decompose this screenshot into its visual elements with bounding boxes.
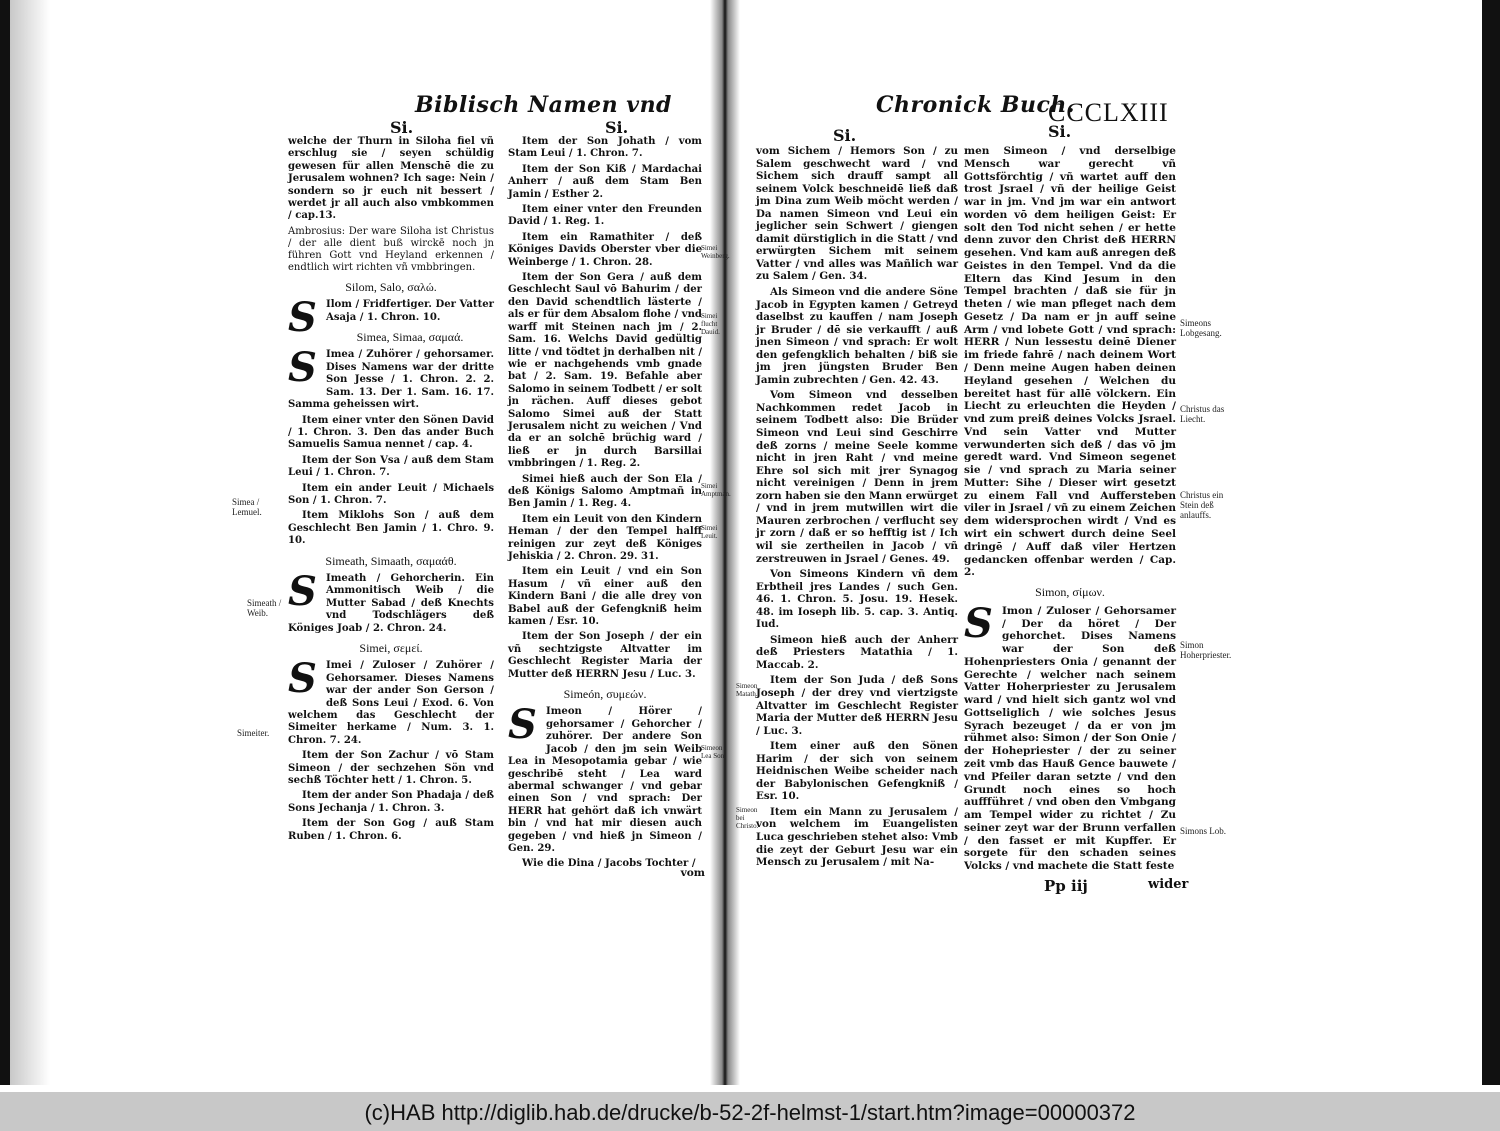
body-paragraph: Item der ander Son Phadaja / deß Sons Jechanja / 1. Chron. 3. (288, 790, 494, 814)
body-paragraph: Item der Son Vsa / auß dem Stam Leui / 1. Chron. 7. (288, 454, 494, 479)
margin-note: Simeons Lobgesang. (1180, 318, 1222, 338)
copyright-url-text: (c)HAB http://diglib.hab.de/drucke/b-52-2f-helmst-1/start.htm?image=00000372 (364, 1100, 1136, 1125)
margin-note: Simea / Lemuel. (232, 497, 262, 517)
body-paragraph: Item Miklohs Son / auß dem Geschlecht Ben Jamin / 1. Chro. 9. 10. (288, 510, 494, 547)
margin-note: Simeiter. (237, 728, 270, 738)
body-paragraph: Von Simeons Kindern vñ dem Erbtheil jres Landes / such Gen. 46. 1. Chron. 5. Josu. 19. Hesek. 48. im Ioseph lib. 5. cap. 3. Antiq. Iud. (756, 568, 958, 631)
body-paragraph: Item der Son Juda / deß Sons Joseph / der drey vnd viertzigste Altvatter im Geschlecht Register Maria der Mutter deß HERRN Jesu / Luc. 3. (756, 674, 958, 737)
entry-paragraph (508, 701, 702, 855)
margin-note: Simeon Lea Son. (701, 744, 726, 760)
body-paragraph: Simei hieß auch der Son Ela / deß Königs Salomo Amptmañ in Ben Jamin / 1. Reg. 4. (508, 473, 702, 510)
left-col2-header: Si. (605, 118, 629, 137)
left-scan-shadow (10, 0, 50, 1085)
entry-text: Imei / Zuloser / Zuhörer / Gehorsamer. Dieses Namens war der ander Son Gerson / deß Sons Leui / Exod. 6. Von welchem das Geschlecht der Simeiter herkame / Num. 3. 1. Chron. 7. 24. (288, 660, 494, 746)
entry-paragraph (288, 344, 494, 411)
entry-paragraph (964, 599, 1176, 873)
page-folio: CCCLXIII (1048, 98, 1169, 127)
name-entry-heading: Simea, Simaa, σαμαά. (356, 330, 464, 345)
margin-note: Simons Lob. (1180, 826, 1227, 836)
right-catchword: wider (1148, 877, 1189, 892)
entry-text: Imea / Zuhörer / gehorsamer. Dises Namens war der dritte Son Jesse / 1. Chron. 2. 2. Sam. 13. Der 1. Sam. 16. 17. Samma geheissen wirt. (288, 349, 494, 411)
copyright-footer (0, 1092, 1500, 1131)
body-paragraph: Item einer auß den Sönen Harim / der sich von seinem Heidnischen Weibe scheider nach der Babylonischen Gefengkniß / Esr. 10. (756, 740, 958, 803)
entry-paragraph (288, 567, 494, 635)
name-entry-heading: Simon, σίμων. (1035, 585, 1105, 600)
margin-note: Simeon bei Christo. (736, 806, 759, 830)
drop-capital: S (288, 344, 317, 392)
body-paragraph: Item ein Ramathiter / deß Königes Davids Oberster vber die Weinberge / 1. Chron. 28. (508, 231, 702, 268)
signature-mark: Pp iij (1044, 877, 1088, 895)
left-running-head: Biblisch Namen vnd (415, 92, 672, 118)
right-column-1 (756, 145, 958, 872)
right-scan-edge (1482, 0, 1500, 1085)
entry-text: Imon / Zuloser / Gehorsamer / Der da höret / Der gehorchet. Dises Namens war der Son deß Hohenpriesters Onia / genannt der Gerechte / welcher nach seinem Vatter Hoherpriester zu Jerusalem ward / vnd hielt sich gantz wol vnd Gottseliglich / wie solches Jesus Syrach bezeuget / da er von jm rühmet also: Simon / der Son Onie / der Hohepriester / der zu seiner zeit vmb das Hauß Gence bauwete / vnd Pfeiler daran setzte / vnd den Grundt noch eines so hoch auffführet / vnd oben den Vmbgang am Tempel wider zu richtet / Zu seiner zeyt war der Brunn verfallen / den fasset er mit Kupffer. Er sorgete für den schaden seines Volcks / vnd machete die Statt feste (964, 604, 1176, 873)
name-entry-heading: Simei, σεμεί. (359, 641, 423, 655)
name-entry-heading: Silom, Salo, σαλώ. (345, 279, 437, 294)
body-paragraph: Item der Son Zachur / vō Stam Simeon / der sechzehen Sön vnd sechß Töchter hett / 1. Chron. 5. (288, 750, 494, 787)
drop-capital: S (288, 655, 317, 703)
commentary-note: Ambrosius: Der ware Siloha ist Christus / der alle dient buß wirckē noch jn führen Gott vnd Heyland erkennen / endtlich wirt richten vñ vmbbringen. (288, 225, 494, 273)
right-col2-header: Si. (1048, 122, 1072, 141)
body-paragraph: Item ein ander Leuit / Michaels Son / 1. Chron. 7. (288, 482, 494, 506)
body-paragraph: Vom Simeon vnd desselben Nachkommen redet Jacob in seinem Todbett also: Die Brüder Simeon vnd Leui sind Geschirre deß zorns / meine Seele komme nicht in jren Raht / vnd meine Ehre sol sich mit jrer Synagog nicht vereinigen / Denn in jrem zorn haben sie den Mann erwürget / vnd in jrem mutwillen wirt die Mauren zerbrochen / verflucht sey jr zorn / daß er so hefftig ist / Ich wil sie zertheilen in Jacob / vñ zerstreuwen in Jsrael / Genes. 49. (756, 389, 958, 565)
body-paragraph: welche der Thurn in Siloha fiel vñ erschlug sie / seyen schüldig gewesen für allen Menschē die zu Jerusalem wohnen? Ich sage: Nein / sondern so jr euch nit bessert / werdet jr all auch also vmbkommen / cap.13. (288, 136, 494, 222)
left-scan-edge (0, 0, 10, 1085)
left-column-1 (288, 136, 494, 846)
name-entry-heading: Simeath, Simaath, σαμαάθ. (325, 553, 457, 568)
right-col1-header: Si. (833, 126, 857, 145)
entry-text: Ilom / Fridfertiger. Der Vatter Asaja / 1. Chron. 10. (326, 299, 494, 323)
body-paragraph: Item der Son Joseph / der ein vñ sechtzigste Altvatter im Geschlecht Register Maria der Mutter deß HERRN Jesu / Luc. 3. (508, 631, 702, 680)
body-paragraph: Item ein Leuit von den Kindern Heman / der den Tempel halff reinigen zur zeyt deß Königes Jehiskia / 2. Chron. 29. 31. (508, 513, 702, 562)
body-paragraph: Item der Son Johath / vom Stam Leui / 1. Chron. 7. (508, 136, 702, 160)
body-paragraph: vom Sichem / Hemors Son / zu Salem geschwecht ward / vnd Sichem sich drauff sampt all seinem Volck beschneidē ließ daß jm Dina zum Weib möcht werden / Da namen Simeon vnd Leui ein jeglicher sein Schwert / giengen damit dürstiglich in die Statt / vnd erwürgten Sichem mit seinem Vatter / vnd alles was Mañlich war zu Salem / Gen. 34. (756, 145, 958, 283)
margin-note: Simeon Matath. (736, 682, 758, 698)
right-running-head: Chronick Buch. (876, 92, 1076, 118)
body-paragraph: Item der Son Gera / auß dem Geschlecht Saul vō Bahurim / der den David schendtlich lästerte / als er für dem Absalom flohe / vnd warff mit Steinen nach jm / 2. Sam. 16. Welchs David gedültig litte / vnd tödtet jn derhalben nit / wie er nachgehends vmb gnade bat / 2. Sam. 19. Befahle aber Salomo in seinem Todbett / er solt jn rächen. Auff dieses gebot Salomo Simei auß der Statt Jerusalem nicht zu weichen / Vnd da er an solchē brüchig ward / ließ er jn durch Barsillai vmbbringen / 1. Reg. 2. (508, 272, 703, 470)
drop-capital: S (288, 294, 317, 342)
body-paragraph: Als Simeon vnd die andere Söne Jacob in Egypten kamen / Getreyd daselbst zu kauffen / nam Joseph jr Bruder / dē sie verkaufft / auß jnen Simeon / vnd sprach: Er wolt den gefengklich behalten / biß sie jm jren jüngsten Bruder Ben Jamin zubrechten / Gen. 42. 43. (756, 286, 958, 386)
drop-capital: S (508, 701, 537, 749)
right-column-2 (964, 145, 1176, 876)
body-paragraph: men Simeon / vnd derselbige Mensch war gerecht vñ Gottsförchtig / vñ wartet auff den trost Jsrael / vñ der heilige Geist war in jm. Vnd jm war ein antwort worden vō dem heiligen Geist: Er solt den Tod nicht sehen / er hette denn zuvor den Christ deß HERRN gesehen. Vnd kam auß anregen deß Geistes in den Tempel. Vnd da die Eltern das Kind Jesum in den Tempel brachten / daß sie für jn theten / wie man pfleget nach dem Gesetz / Da nam er jn auff seine Arm / vnd lobete Gott / vnd sprach: HERR / Nun lessestu deinē Diener im friede fahrē / nach deinem Wort / Denn meine Augen haben deinen Heyland gesehen / Welchen du bereitet hast für allē völckern. Ein Liecht zu erleuchten die Heyden / vnd zum preiß deines Volcks Jsrael. Vnd sein Vatter vnd Mutter verwunderten sich deß / das vō jm geredt ward. Vnd Simeon segenet sie / vnd sprach zu Maria seiner Mutter: Sihe / Dieser wirt gesetzt zu einem Fall vnd Auffersteben viler in Jsrael / vñ zu einem Zeichen dem widersprochen wirdt / Vnd es wirt ein schwert durch deine Seel dringē / Auff daß viler Hertzen gedancken offenbar werden / Cap. 2. (964, 145, 1176, 579)
body-paragraph: Item der Son Gog / auß Stam Ruben / 1. Chron. 6. (288, 818, 494, 842)
body-paragraph: Item einer vnter den Freunden David / 1. Reg. 1. (508, 204, 702, 228)
drop-capital: S (964, 599, 993, 647)
entry-text: Imeon / Hörer / gehorsamer / Gehorcher / zuhörer. Der andere Son Jacob / den jm sein Weib Lea in Mesopotamia gebar / wie geschribē steht / Lea ward abermal schwanger / vnd gebar einen Son / vnd sprach: Der HERR hat gehört daß ich vnwärt bin / vnd hat mir diesen auch gegeben / vnd hieß jn Simeon / Gen. 29. (508, 706, 702, 854)
body-paragraph: Item ein Leuit / vnd ein Son Hasum / vñ einer auß den Kindern Bani / die alle drey von Babel auß der Gefengkniß heim kamen / Esr. 10. (508, 566, 702, 628)
entry-text: Imeath / Gehorcherin. Ein Ammonitisch Weib / die Mutter Sabad / deß Knechts vnd Todschlägers deß Königes Joab / 2. Chron. 24. (288, 572, 494, 634)
margin-note: Simei Weinberg. (701, 244, 730, 260)
left-col1-header: Si. (390, 118, 414, 137)
margin-note: Simeath / Weib. (247, 598, 282, 618)
left-page (225, 0, 731, 1085)
entry-paragraph (288, 655, 494, 747)
right-page (748, 0, 1188, 1085)
margin-note: Christus das Liecht. (1180, 404, 1225, 424)
body-paragraph: Item ein Mann zu Jerusalem / von welchem im Euangelisten Luca geschrieben stehet also: Vmb die zeyt der Geburt Jesu war ein Mensch zu Jerusalem / mit Na- (756, 805, 958, 869)
margin-note: Simei flucht Dauid. (701, 312, 720, 336)
body-paragraph: Item einer vnter den Sönen David / 1. Chron. 3. Den das ander Buch Samuelis Samua nennet / cap. 4. (288, 414, 494, 451)
margin-note: Christus ein Stein deß anlauffs. (1180, 490, 1224, 520)
body-paragraph: Item der Son Kiß / Mardachai Anherr / auß dem Stam Ben Jamin / Esther 2. (508, 163, 702, 200)
book-gutter (710, 0, 740, 1085)
body-paragraph: Wie die Dina / Jacobs Tochter / (522, 858, 696, 870)
margin-note: Simei Leuit. (701, 524, 718, 540)
name-entry-heading: Simeón, συμεών. (563, 687, 647, 702)
body-paragraph: Simeon hieß auch der Anherr deß Priesters Matathia / 1. Maccab. 2. (756, 633, 958, 671)
left-column-2 (508, 136, 702, 874)
margin-note: Simei Amptman. (701, 482, 731, 498)
margin-note: Simon Hoherpriester. (1180, 640, 1232, 660)
left-catchword: vom (680, 867, 705, 879)
drop-capital: S (288, 567, 317, 615)
